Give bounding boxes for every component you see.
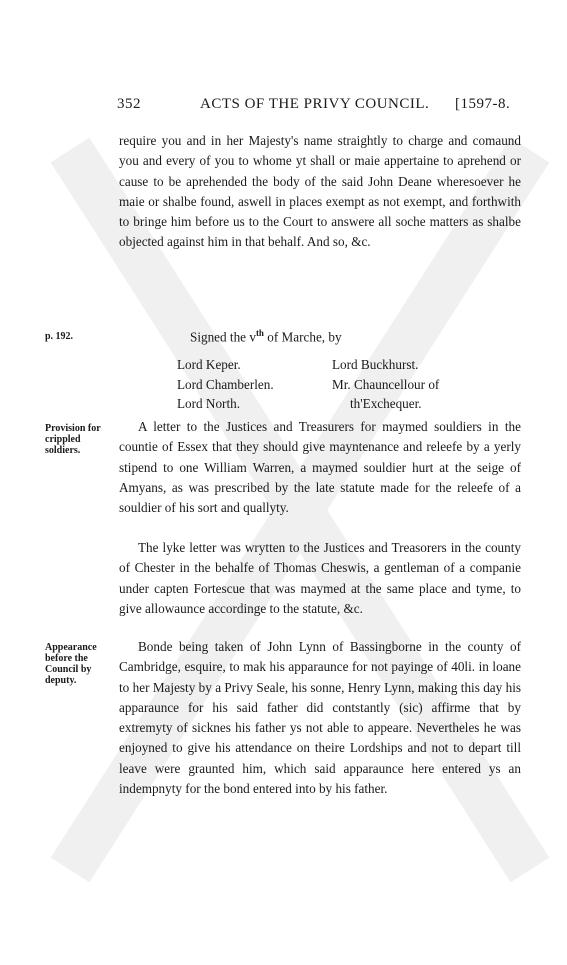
paragraph-lyke-letter: The lyke letter was wrytten to the Justices and Treasorers in the county of Chester in the behalfe of Thomas Cheswis, a gentleman of a companie under capten Fortescue that was maymed at the same place and tyme, to give allowaunce accordinge to the statute, &c.: [119, 540, 521, 616]
signatories-right-column: [332, 355, 439, 414]
signed-suffix: of Marche, by: [263, 329, 342, 345]
signed-line: [190, 328, 342, 345]
paragraph-warrant-continuation: require you and in her Majesty's name straightly to charge and comaund you and every of you to whome yt shall or maie appertaine to aprehend or cause to be aprehended the body of the said John Deane wheresoever he maie or shalbe found, aswell in places exempt as not exempt, and forthwith to bringe him before us to the Court to answere all soche matters as shalbe objected against him in that behalf. And so, &c.: [119, 133, 521, 250]
signatory: Mr. Chauncellour of: [332, 376, 440, 392]
margin-page-reference: p. 192.: [45, 331, 74, 342]
signatory-continuation: th'Exchequer.: [350, 396, 422, 411]
signatory: Lord North.: [177, 396, 240, 411]
running-year: [1597-8.: [455, 96, 511, 112]
signed-prefix: Signed the v: [190, 329, 256, 345]
signatory: Lord Buckhurst.: [332, 357, 419, 372]
running-title: ACTS OF THE PRIVY COUNCIL.: [200, 96, 430, 112]
signed-superscript: th: [255, 328, 264, 338]
paragraph-crippled-soldiers: A letter to the Justices and Treasurers for maymed souldiers in the countie of Essex that they should give mayntenance and releefe by a yerly stipend to one William Warren, a maymed souldier hurt at the seige of Amyans, as was prescribed by the late statute made for the releefe of a souldier of his sort and quallyty.: [119, 419, 521, 516]
signatories-left-column: [177, 355, 274, 414]
margin-note-crippled-soldiers: Provision for crippled soldiers.: [45, 423, 101, 456]
margin-note-appearance-by-deputy: Appearance before the Council by deputy.: [45, 642, 97, 686]
signatory: Lord Keper.: [177, 357, 241, 372]
paragraph-bonde: Bonde being taken of John Lynn of Bassingborne in the county of Cambridge, esquire, to mak his apparaunce for not payinge of 40li. in loane to her Majesty by a Privy Seale, his sonne, Henry Lynn, making this day his apparaunce for his said father did contstantly (sic) affirme that by extremyty of sicknes his father ys not able to appeare. Nevertheles he was enjoyned to give his attendance on theire Lordships and not to depart till leave were graunted him, which said apparaunce here entered ys an indempnyty for the bond entered into by his father.: [119, 639, 521, 797]
signatory: Lord Chamberlen.: [177, 376, 274, 392]
page-number: 352: [117, 96, 141, 112]
